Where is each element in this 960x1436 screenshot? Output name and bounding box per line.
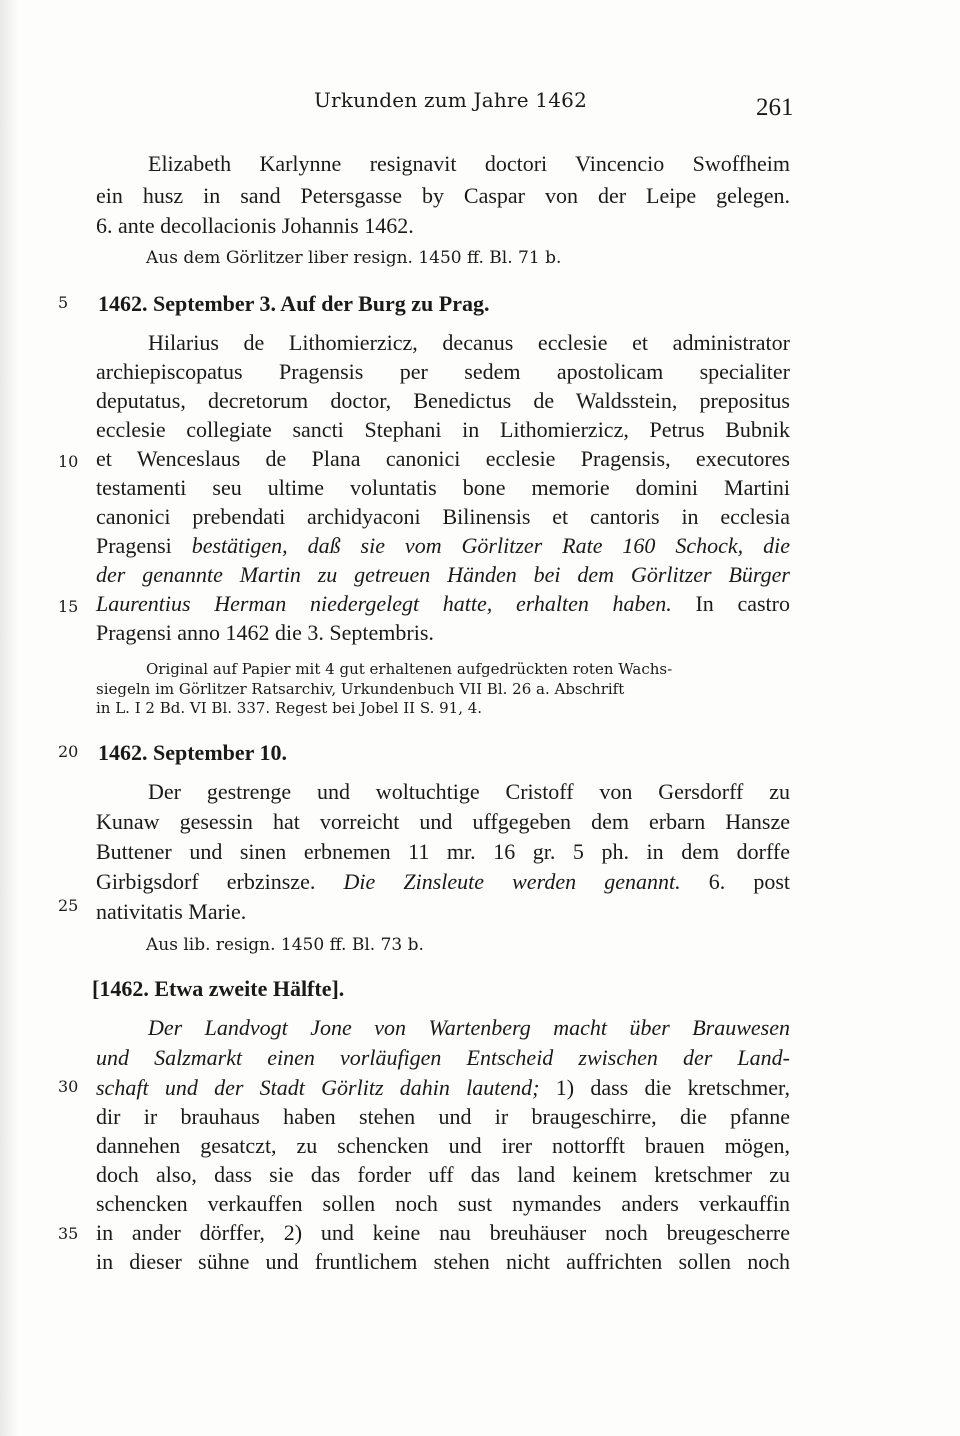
text-line: 6. ante decollacionis Johannis 1462.	[96, 213, 414, 238]
italic-span: Die Zinsleute werden genannt.	[343, 869, 681, 894]
text-line: ein husz in sand Petersgasse by Caspar von der Leipe gelegen.	[96, 183, 790, 208]
text-line: Der gestrenge und woltuchtige Cristoff von Gersdorff zu	[148, 779, 790, 804]
entry-1-source: Aus dem Görlitzer liber resign. 1450 ff. Bl. 71 b.	[146, 248, 562, 268]
text-line: Elizabeth Karlynne resignavit doctori Vincencio Swoffheim	[148, 151, 790, 176]
page-edge-shadow	[0, 0, 18, 1436]
entry-2-source-line: in L. I 2 Bd. VI Bl. 337. Regest bei Jobel II S. 91, 4.	[96, 699, 483, 717]
text-line: in dieser sühne und fruntlichem stehen nicht auffrichten sollen noch	[96, 1249, 790, 1274]
running-title: Urkunden zum Jahre 1462	[314, 88, 587, 112]
line-number: 10	[58, 452, 79, 471]
text-span: Pragensi	[96, 533, 172, 558]
line-number: 20	[58, 742, 79, 761]
entry-2-source-line: siegeln im Görlitzer Ratsarchiv, Urkundenbuch VII Bl. 26 a. Abschrift	[96, 680, 625, 698]
text-line: canonici prebendati archidyaconi Bilinensis et cantoris in ecclesia	[96, 504, 790, 529]
text-line: in ander dörffer, 2) und keine nau breuhäuser noch breugescherre	[96, 1220, 790, 1245]
text-line: nativitatis Marie.	[96, 899, 247, 924]
text-line: et Wenceslaus de Plana canonici ecclesie Pragensis, executores	[96, 446, 790, 471]
text-span: 6. post	[708, 869, 790, 894]
text-line: Buttener und sinen erbnemen 11 mr. 16 gr. 5 ph. in dem dorffe	[96, 839, 790, 864]
text-span: Girbigsdorf erbzinsze.	[96, 869, 316, 894]
line-number: 25	[58, 896, 79, 915]
text-line	[96, 1072, 790, 1104]
entry-4-heading: [1462. Etwa zweite Hälfte].	[92, 976, 345, 1001]
italic-span: bestätigen, daß sie vom Görlitzer Rate 160 Schock, die	[191, 533, 790, 558]
text-line: dir ir brauhaus haben stehen und ir braugeschirre, die pfanne	[96, 1104, 790, 1129]
line-number: 15	[58, 597, 79, 616]
text-span: In castro	[695, 591, 790, 616]
entry-2-heading: 1462. September 3. Auf der Burg zu Prag.	[98, 291, 490, 316]
text-line	[96, 866, 790, 898]
text-line: schencken verkauffen sollen noch sust nymandes anders verkauffin	[96, 1191, 790, 1216]
text-line: und Salzmarkt einen vorläufigen Entscheid zwischen der Land-	[96, 1045, 790, 1070]
entry-3-heading: 1462. September 10.	[98, 740, 288, 765]
entry-2-source-line: Original auf Papier mit 4 gut erhaltenen aufgedrückten roten Wachs-	[146, 660, 673, 678]
entry-3-source: Aus lib. resign. 1450 ff. Bl. 73 b.	[146, 935, 424, 955]
text-line: dannehen gesatczt, zu schencken und irer nottorfft brauen mögen,	[96, 1133, 790, 1158]
text-line: ecclesie collegiate sancti Stephani in Lithomierzicz, Petrus Bubnik	[96, 417, 790, 442]
text-line: Kunaw gesessin hat vorreicht und uffgegeben dem erbarn Hansze	[96, 809, 790, 834]
text-line	[96, 588, 790, 620]
text-line	[96, 530, 790, 562]
text-line: archiepiscopatus Pragensis per sedem apostolicam specialiter	[96, 359, 790, 384]
line-number: 5	[58, 293, 69, 312]
line-number: 35	[58, 1224, 79, 1243]
text-line: testamenti seu ultime voluntatis bone memorie domini Martini	[96, 475, 790, 500]
text-line: der genannte Martin zu getreuen Händen bei dem Görlitzer Bürger	[96, 562, 790, 587]
text-line: Hilarius de Lithomierzicz, decanus ecclesie et administrator	[148, 330, 790, 355]
page-number: 261	[756, 94, 794, 121]
text-line: deputatus, decretorum doctor, Benedictus de Waldsstein, prepositus	[96, 388, 790, 413]
italic-span: schaft und der Stadt Görlitz dahin lautend;	[96, 1075, 540, 1100]
line-number: 30	[58, 1077, 79, 1096]
italic-span: Laurentius Herman niedergelegt hatte, erhalten haben.	[96, 591, 672, 616]
text-line: Der Landvogt Jone von Wartenberg macht über Brauwesen	[148, 1015, 790, 1040]
text-span: 1) dass die kretschmer,	[555, 1075, 790, 1100]
text-line: doch also, dass sie das forder uff das land keinem kretschmer zu	[96, 1162, 790, 1187]
text-line: Pragensi anno 1462 die 3. Septembris.	[96, 620, 434, 645]
